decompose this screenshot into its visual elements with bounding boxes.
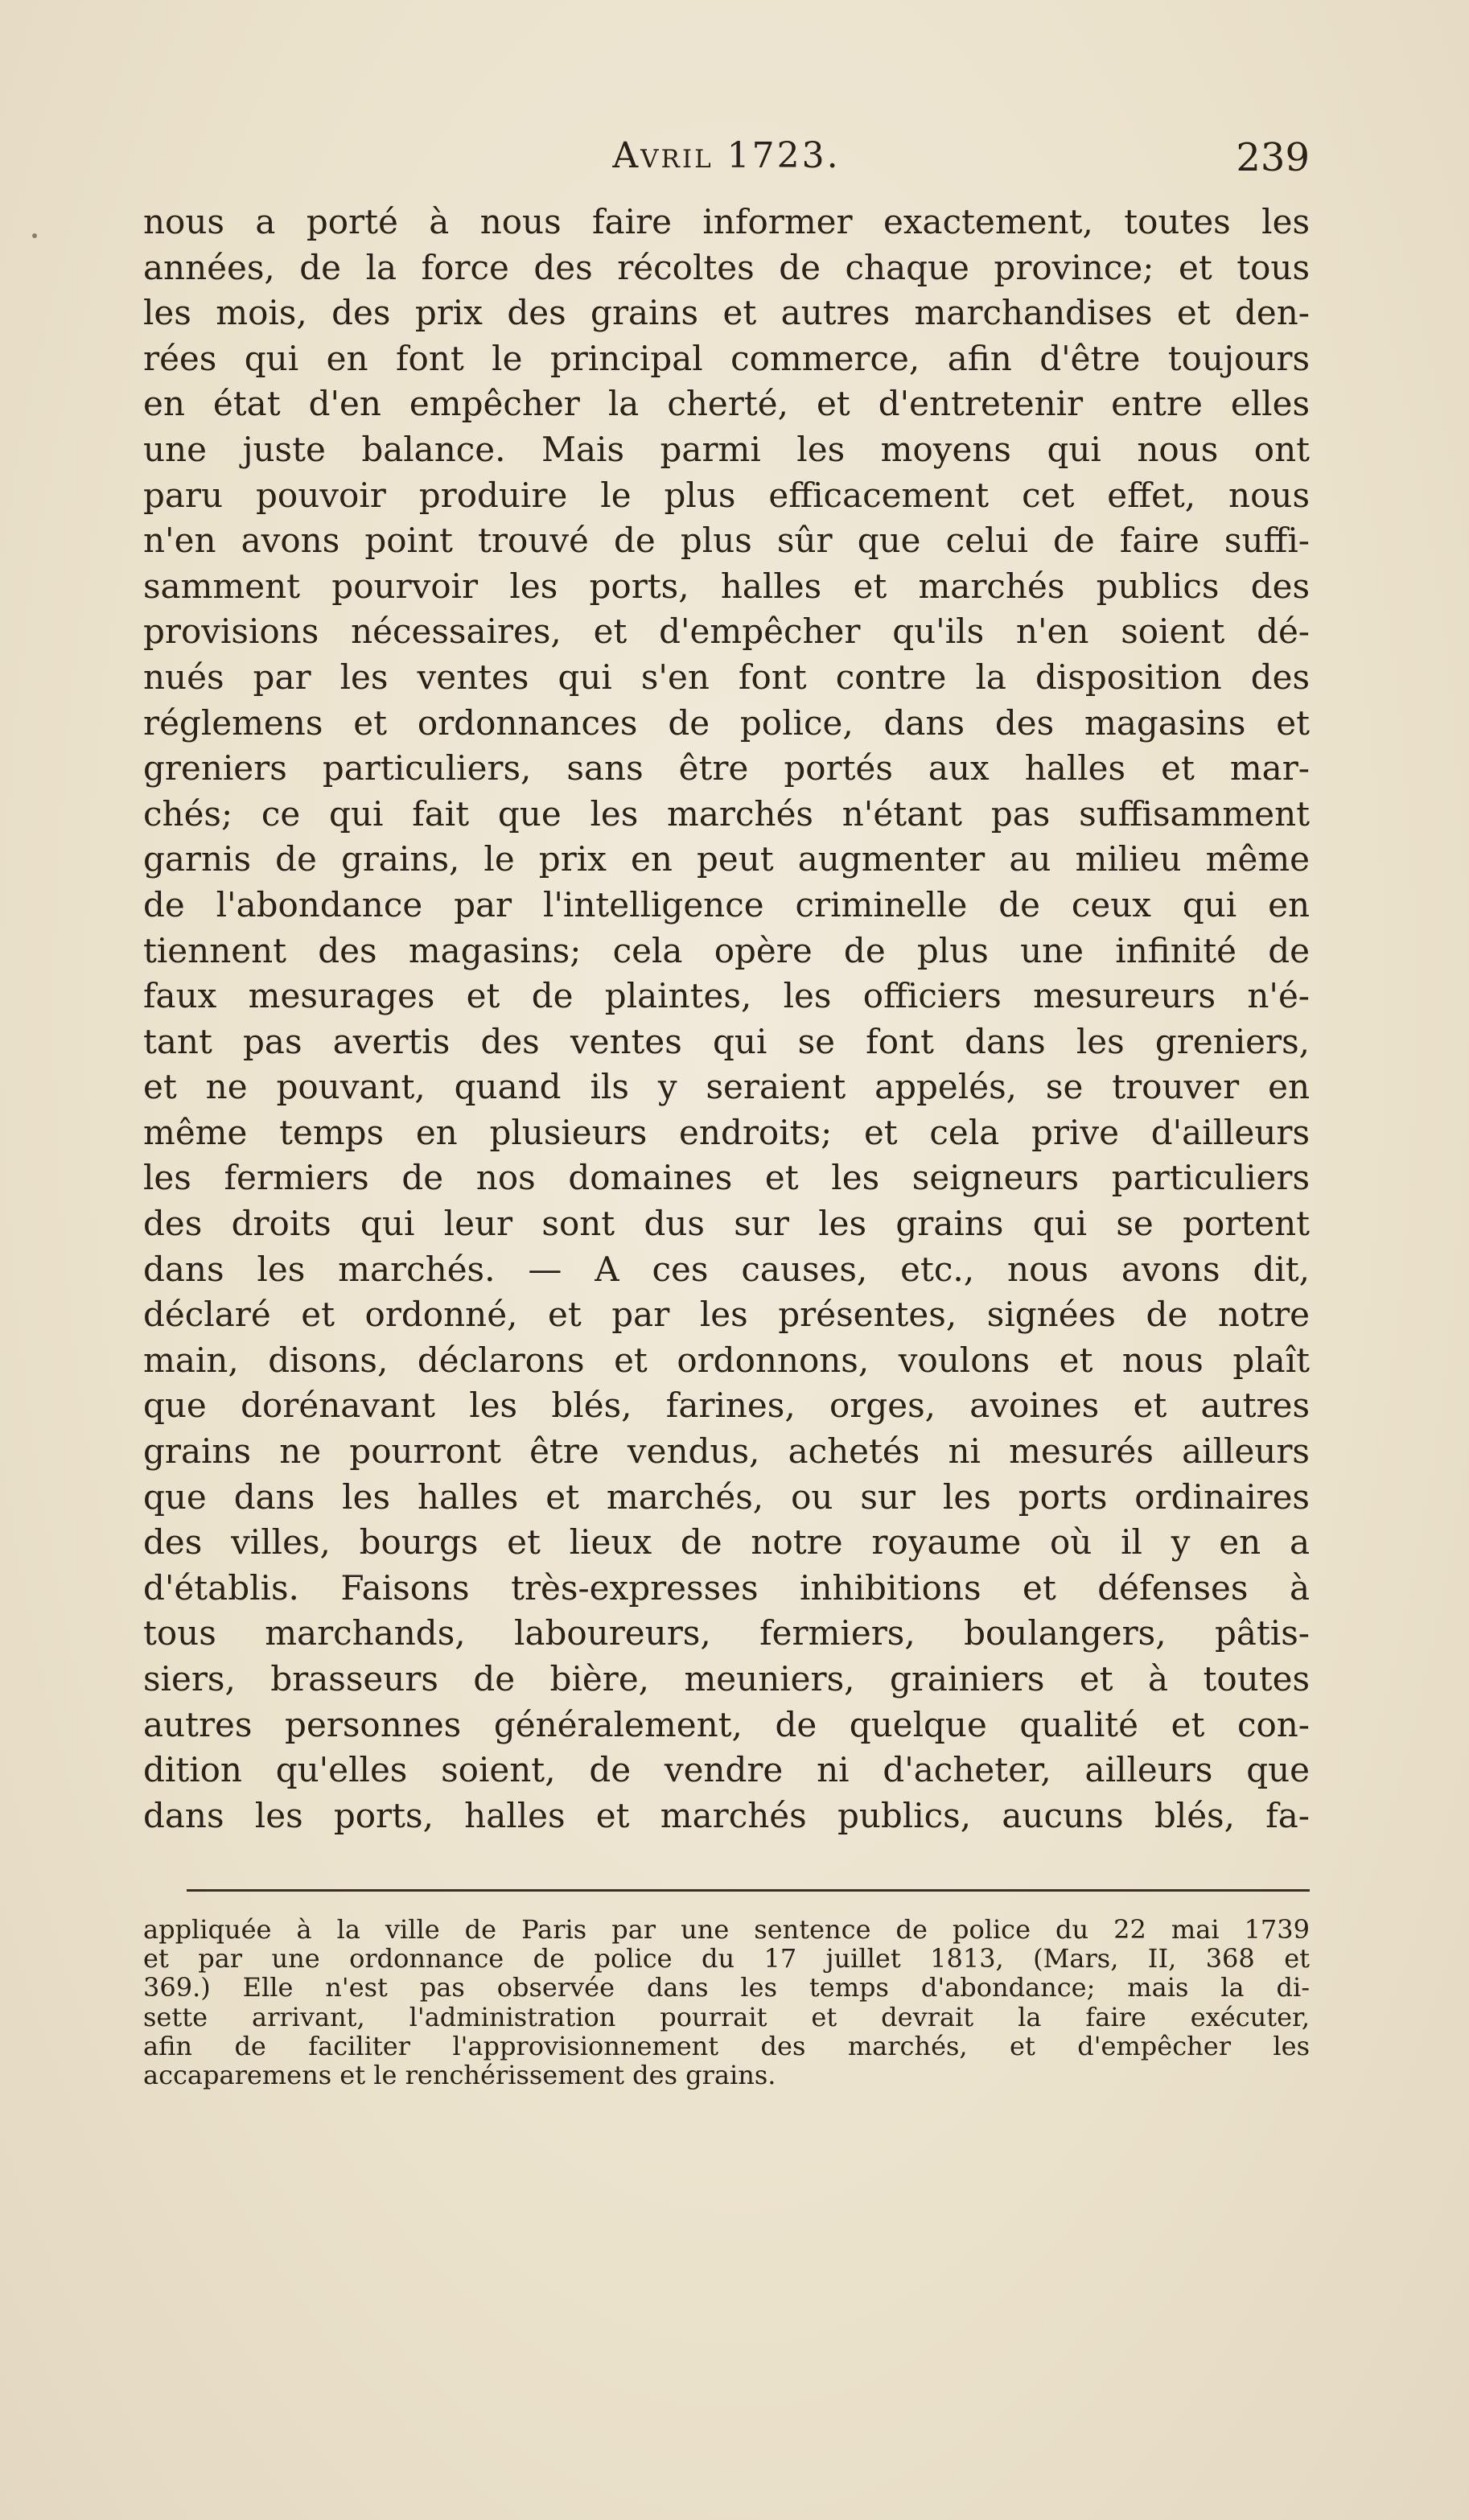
body-line: même temps en plusieurs endroits; et cela prive d'ailleurs (143, 1112, 1310, 1152)
body-line: tant pas avertis des ventes qui se font dans les greniers, (143, 1021, 1310, 1061)
footnote-line: 369.) Elle n'est pas observée dans les temps d'abondance; mais la di- (143, 1972, 1310, 2003)
body-line: main, disons, déclarons et ordonnons, voulons et nous plaît (143, 1340, 1310, 1380)
body-line: en état d'en empêcher la cherté, et d'entretenir entre elles (143, 384, 1310, 424)
body-line: garnis de grains, le prix en peut augmenter au milieu même (143, 839, 1310, 879)
body-line: des villes, bourgs et lieux de notre royaume où il y en a (143, 1522, 1310, 1563)
body-line: nous a porté à nous faire informer exactement, toutes les (143, 202, 1310, 241)
body-text (143, 200, 1310, 1839)
body-line: paru pouvoir produire le plus efficacement cet effet, nous (143, 475, 1310, 515)
body-line: autres personnes généralement, de quelque qualité et con- (143, 1704, 1310, 1744)
body-line: siers, brasseurs de bière, meuniers, grainiers et à toutes (143, 1659, 1310, 1699)
footnote-line: sette arrivant, l'administration pourrait et devrait la faire exécuter, (143, 2001, 1310, 2032)
page-number: 239 (1236, 135, 1310, 180)
body-line: samment pourvoir les ports, halles et marchés publics des (143, 566, 1310, 606)
running-title: Avril 1723. (612, 135, 841, 176)
margin-speck (32, 233, 37, 238)
body-line: dans les marchés. — A ces causes, etc., nous avons dit, (143, 1249, 1310, 1289)
body-line: n'en avons point trouvé de plus sûr que celui de faire suffi- (143, 521, 1310, 561)
footnote-line: appliquée à la ville de Paris par une sentence de police du 22 mai 1739 (143, 1914, 1310, 1945)
body-line: dition qu'elles soient, de vendre ni d'acheter, ailleurs que (143, 1750, 1310, 1790)
body-line: que dorénavant les blés, farines, orges, avoines et autres (143, 1386, 1310, 1426)
body-line: les fermiers de nos domaines et les seigneurs particuliers (143, 1158, 1310, 1198)
body-line: et ne pouvant, quand ils y seraient appelés, se trouver en (143, 1067, 1310, 1107)
body-line: d'établis. Faisons très-expresses inhibitions et défenses à (143, 1567, 1310, 1608)
body-line: grains ne pourront être vendus, achetés ni mesurés ailleurs (143, 1431, 1310, 1472)
footnote-line: et par une ordonnance de police du 17 juillet 1813, (Mars, II, 368 et (143, 1943, 1310, 1974)
footnote-line: accaparemens et le renchérissement des grains. (143, 2059, 776, 2090)
body-line: des droits qui leur sont dus sur les grains qui se portent (143, 1204, 1310, 1244)
body-line: réglemens et ordonnances de police, dans des magasins et (143, 702, 1310, 743)
footnote-line: afin de faciliter l'approvisionnement des marchés, et d'empêcher les (143, 2030, 1310, 2061)
body-line: faux mesurages et de plaintes, les officiers mesureurs n'é- (143, 976, 1310, 1016)
body-line: les mois, des prix des grains et autres marchandises et den- (143, 293, 1310, 333)
body-line: déclaré et ordonné, et par les présentes, signées de notre (143, 1295, 1310, 1335)
body-line: de l'abondance par l'intelligence criminelle de ceux qui en (143, 884, 1310, 924)
page-header (143, 135, 1310, 191)
body-line: nués par les ventes qui s'en font contre la disposition des (143, 657, 1310, 697)
body-line: tiennent des magasins; cela opère de plus une infinité de (143, 930, 1310, 970)
body-line: dans les ports, halles et marchés publics, aucuns blés, fa- (143, 1795, 1310, 1835)
body-line: années, de la force des récoltes de chaque province; et tous (143, 247, 1310, 287)
body-line: chés; ce qui fait que les marchés n'étant pas suffisamment (143, 793, 1310, 834)
footnote-rule (187, 1889, 1310, 1892)
body-line: rées qui en font le principal commerce, afin d'être toujours (143, 338, 1310, 378)
body-line: que dans les halles et marchés, ou sur les ports ordinaires (143, 1476, 1310, 1517)
body-line: provisions nécessaires, et d'empêcher qu'ils n'en soient dé- (143, 611, 1310, 652)
footnote (143, 1915, 1310, 2090)
body-line: tous marchands, laboureurs, fermiers, boulangers, pâtis- (143, 1613, 1310, 1653)
body-line: greniers particuliers, sans être portés aux halles et mar- (143, 748, 1310, 789)
body-line: une juste balance. Mais parmi les moyens qui nous ont (143, 429, 1310, 469)
